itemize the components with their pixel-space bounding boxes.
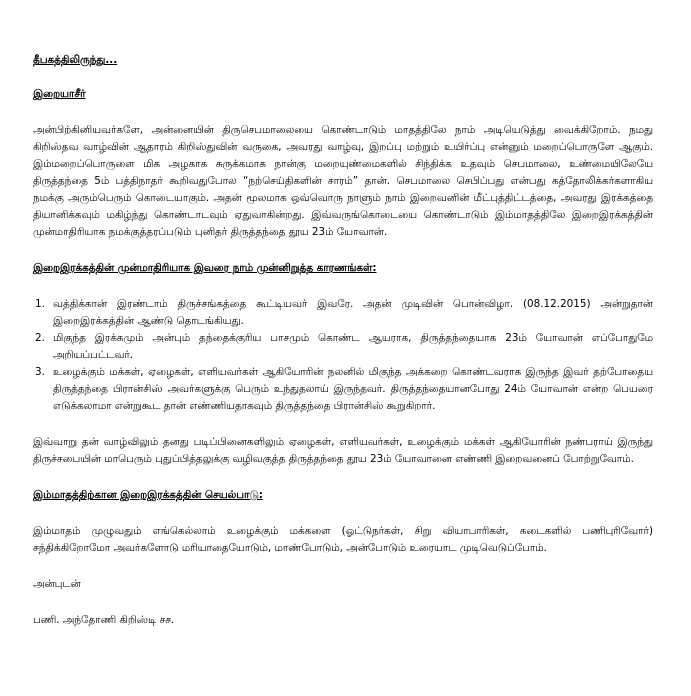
spacer	[33, 415, 653, 434]
spacer	[33, 468, 653, 487]
spacer	[33, 69, 653, 86]
document-page	[33, 52, 653, 629]
signoff-signature: பணி. அந்தோணி கிறிஸ்டி சச.	[33, 614, 175, 626]
spacer	[33, 504, 653, 523]
document-title: தீபகத்திலிருந்து...	[33, 54, 118, 66]
spacer	[33, 277, 653, 296]
list-item-text: மிகுந்த இரக்கமும் அன்பும் தந்தைக்குரிய பாசமும் கொண்ட ஆயராக, திருத்தந்தையாக 23ம் யோவான் எப்போதுமே அறியப்பட்டவர்.	[53, 332, 653, 361]
list-item-number: 3.	[35, 366, 45, 378]
list-item-number: 1.	[35, 298, 45, 310]
section-heading-reasons: இறைஇரக்கத்தின் முன்மாதிரியாக இவரை நாம் முன்னிறுத்த காரணங்கள்:	[33, 262, 377, 274]
list-item-text: வத்திக்கான் இரண்டாம் திருச்சங்கத்தை கூட்டியவர் இவரே. அதன் முடிவின் பொன்விழா. (08.12.2015) அன்றுதான் இறைஇரக்கத்தின் ஆண்டு தொடங்கியது.	[53, 298, 653, 327]
list-item-number: 2.	[35, 332, 45, 344]
section-heading-action: இம்மாதத்திற்கான இறைஇரக்கத்தின் செயல்பாடு:	[33, 489, 263, 501]
reasons-closing-paragraph: இவ்வாறு தன் வாழ்விலும் தனது படிப்பினைகளிலும் ஏழைகள், எளியவர்கள், உழைக்கும் மக்கள் ஆகியோரின் நண்பராய் இருந்து திருச்சபையின் மாபெரும் புதுப்பித்தலுக்கு வழிவகுத்த திருத்தந்தை தூய 23ம் யோவானை எண்ணி இறைவனைப் போற்றுவோம்.	[33, 436, 653, 465]
spacer	[33, 241, 653, 260]
reasons-list	[33, 296, 653, 415]
spacer	[33, 103, 653, 122]
list-item	[33, 296, 653, 330]
section-paragraph-action: இம்மாதம் முழுவதும் எங்கெல்லாம் உழைக்கும் மக்களை (ஓட்டுநர்கள், சிறு வியாபாரிகள், கடைகளில் பணிபுரிவோர்) சந்திக்கிறோமோ அவர்களோடு மரியாதையோடும், மாண்போடும், அன்போடும் உரையாட முடிவெடுப்போம்.	[33, 525, 653, 554]
section-paragraph-pope: அன்பிற்கினியவர்களே, அன்னையின் திருசெபமாலையை கொண்டாடும் மாதத்திலே நாம் அடியெடுத்து வைக்கிறோம். நமது கிறிஸ்தவ வாழ்வின் ஆதாரம் கிறிஸ்துவின் வருகை, அவரது வாழ்வு, இறப்பு மற்றும் உயிர்ப்பு என்னும் மறைப்பொருளே ஆகும். இம்மறைப்பொருளை மிக அழகாக சுருக்கமாக நான்கு மறையுண்மைகளில் சிந்திக்க உதவும் செபமாலை, உண்மையிலேயே திருத்தந்தை 5ம் பத்திநாதர் கூறிவதுபோல “நற்செய்திகளின் சாரம்” தான். செபமாலை செபிப்பது என்பது கத்தோலிக்கர்களாகிய நமக்கு அரும்பெரும் கொடையாகும். அதன் மூலமாக ஒவ்வொரு நாளும் நாம் இறைவனின் மீட்புத்திட்டத்தை, அவரது இரக்கத்தை தியானிக்கவும் மகிழ்ந்து கொண்டாடவும் ஏதுவாகின்றது. இவ்வருங்கொடையை கொண்டாடும் இம்மாதத்திலே இறைஇரக்கத்தின் முன்மாதிரியாக நமக்குத்தரப்படும் புனிதர் திருத்தந்தை தூய 23ம் யோவான்.	[33, 124, 653, 238]
section-heading-pope: இறையாசீர்	[33, 88, 86, 100]
signoff-greeting: அன்புடன்	[33, 578, 81, 590]
spacer	[33, 593, 653, 612]
list-item	[33, 364, 653, 415]
spacer	[33, 557, 653, 576]
list-item-text: உழைக்கும் மக்கள், ஏழைகள், எளியவர்கள் ஆகியோரின் நலனில் மிகுந்த அக்கறை கொண்டவராக இருந்த இவர் தற்போதைய திருத்தந்தை பிரான்சிஸ் அவர்களுக்கு பெரும் உந்துதலாய் இருந்தவர். திருத்தந்தையானபோது 24ம் யோவான் என்ற பெயரை எடுக்கலாமா என்றுகூட தான் எண்ணியதாகவும் திருத்தந்தை பிரான்சிஸ் கூறுகிறார்.	[53, 366, 653, 412]
list-item	[33, 330, 653, 364]
